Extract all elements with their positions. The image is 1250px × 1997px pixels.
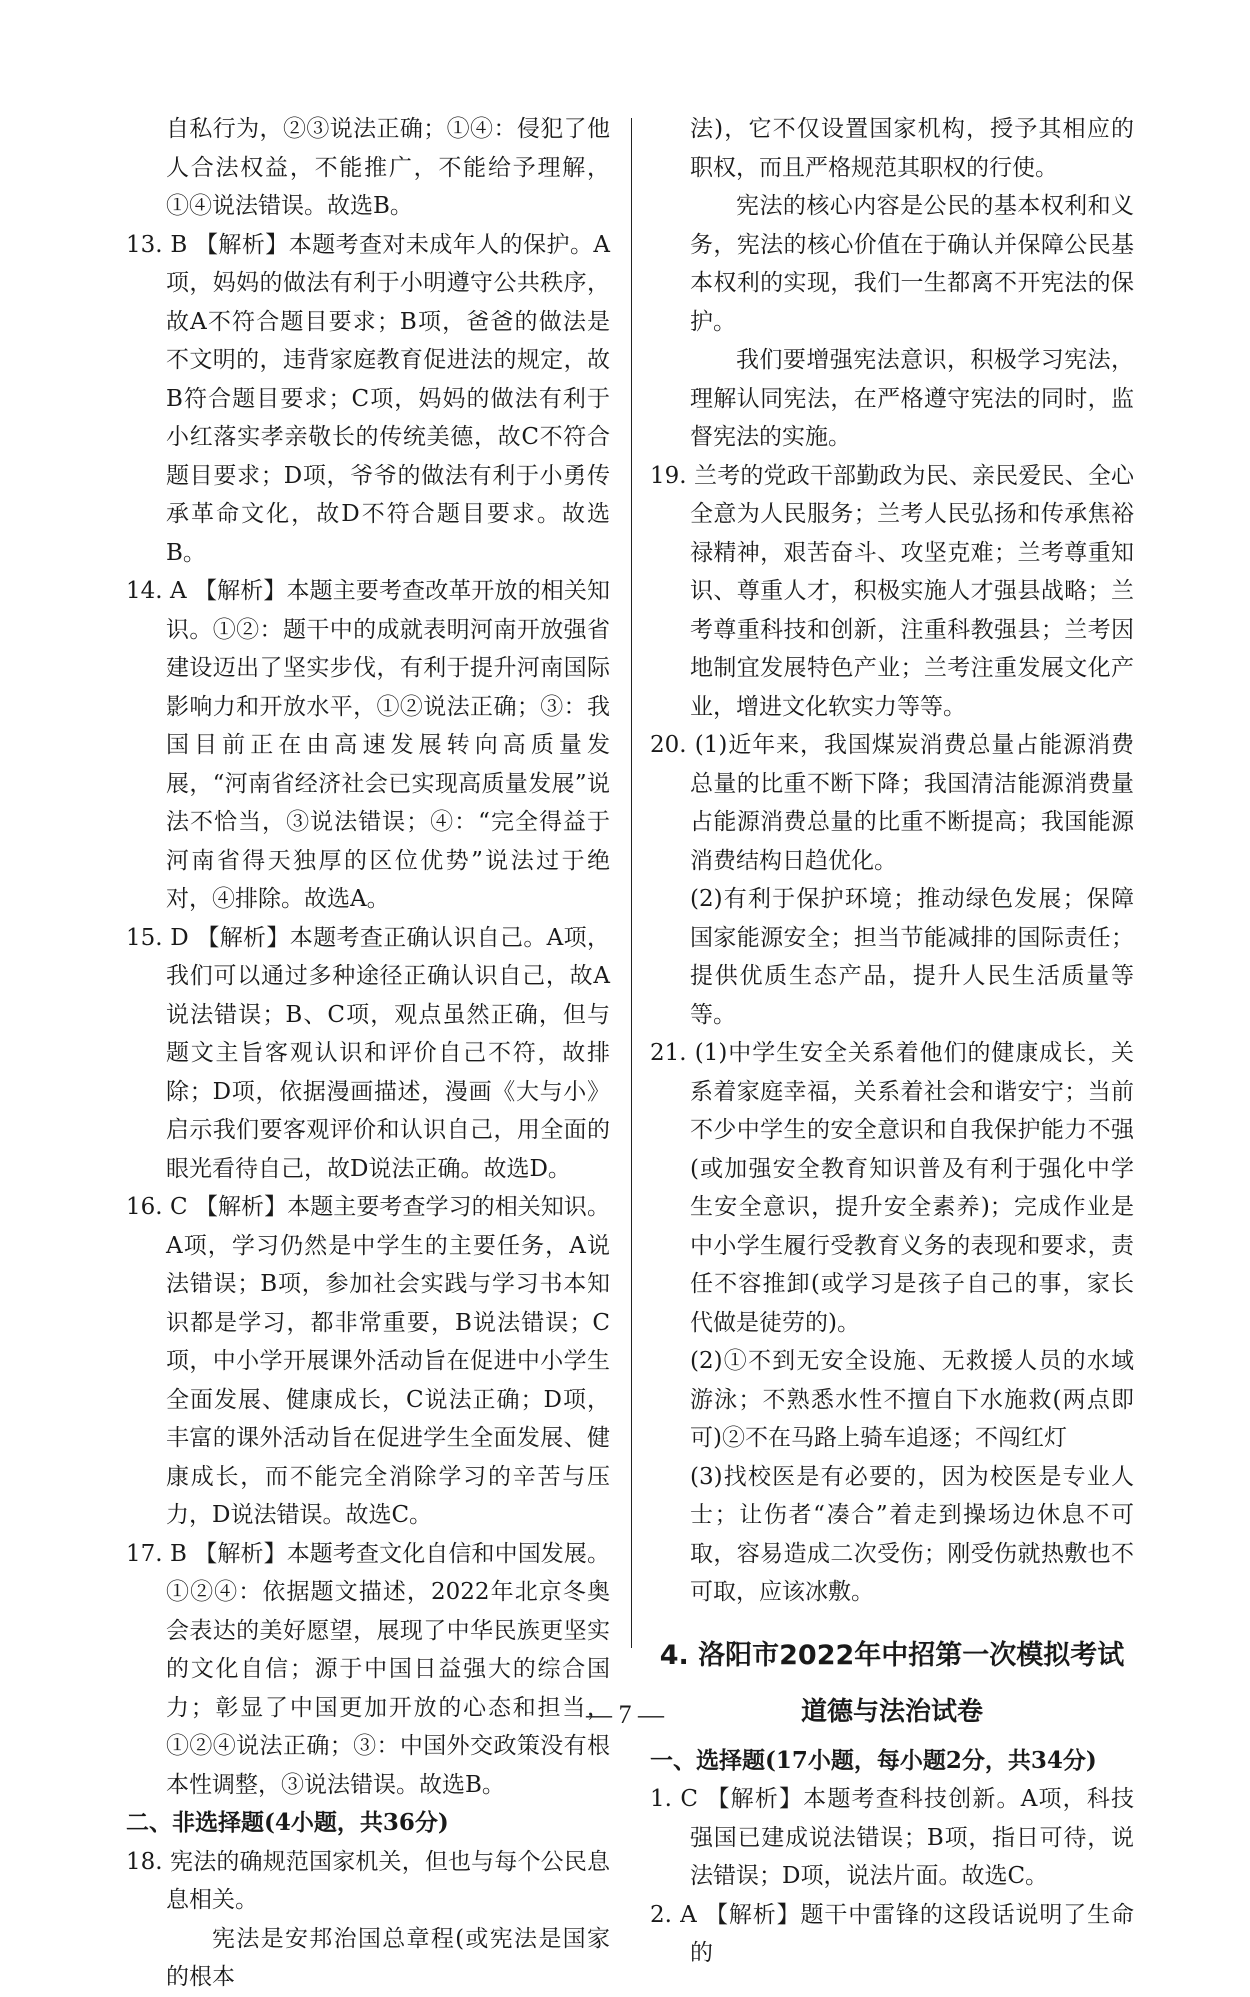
answer-item-19: 19. 兰考的党政干部勤政为民、亲民爱民、全心全意为人民服务；兰考人民弘扬和传承焦裕禄精神，艰苦奋斗、攻坚克难；兰考尊重知识、尊重人才，积极实施人才强县战略；兰考尊重科技和创新，注重科教强县；兰考因地制宜发展特色产业；兰考注重发展文化产业，增进文化软实力等等。 xyxy=(650,462,1134,720)
section-heading-choice: 一、选择题(17小题，每小题2分，共34分) xyxy=(650,1746,1097,1774)
answer-item-16: 16. C 【解析】本题主要考查学习的相关知识。A项，学习仍然是中学生的主要任务，A说法错误；B项，参加社会实践与学习书本知识都是学习，都非常重要，B说法错误；C项，中小学开展课外活动旨在促进中小学生全面发展、健康成长，C说法正确；D项，丰富的课外活动旨在促进学生全面发展、健康成长，而不能完全消除学习的辛苦与压力，D说法错误。故选C。 xyxy=(126,1194,610,1528)
answer-item-20: 20. (1)近年来，我国煤炭消费总量占能源消费总量的比重不断下降；我国清洁能源消费量占能源消费总量的比重不断提高；我国能源消费结构日趋优化。 xyxy=(650,732,1134,874)
answer-item-21: 21. (1)中学生安全关系着他们的健康成长，关系着家庭幸福，关系着社会和谐安宁；当前不少中学生的安全意识和自我保护能力不强(或加强安全教育知识普及有利于强化中学生安全意识，提升安全素养)；完成作业是中小学生履行受教育义务的表现和要求，责任不容推卸(或学习是孩子自己的事，家长代做是徒劳的)。 xyxy=(650,1040,1134,1336)
answer-item-13: 13. B 【解析】本题考查对未成年人的保护。A项，妈妈的做法有利于小明遵守公共秩序，故A不符合题目要求；B项，爸爸的做法是不文明的，违背家庭教育促进法的规定，故B符合题目要求；C项，妈妈的做法有利于小红落实孝亲敬长的传统美德，故C不符合题目要求；D项，爷爷的做法有利于小勇传承革命文化，故D不符合题目要求。故选B。 xyxy=(126,231,610,566)
column-divider xyxy=(631,118,632,1648)
answer-item-18-cont2: 法)，它不仅设置国家机构，授予其相应的职权，而且严格规范其职权的行使。 xyxy=(690,116,1134,181)
answer-paragraph: 宪法的核心内容是公民的基本权利和义务，宪法的核心价值在于确认并保障公民基本权利的实现，我们一生都离不开宪法的保护。 xyxy=(690,193,1134,335)
page-number: — 7 — xyxy=(586,1700,664,1729)
answer-item-17: 17. B 【解析】本题考查文化自信和中国发展。①②④：依据题文描述，2022年北京冬奥会表达的美好愿望，展现了中华民族更坚实的文化自信；源于中国日益强大的综合国力；彰显了中国更加开放的心态和担当，①②④说法正确；③：中国外交政策没有根本性调整，③说法错误。故选B。 xyxy=(126,1540,610,1798)
exam-title: 4. 洛阳市2022年中招第一次模拟考试 xyxy=(659,1639,1125,1671)
answer-item-14: 14. A 【解析】本题主要考查改革开放的相关知识。①②：题干中的成就表明河南开放强省建设迈出了坚实步伐，有利于提升河南国际影响力和开放水平，①②说法正确；③：我国目前正在由高速发展转向高质量发展，“河南省经济社会已实现高质量发展”说法不恰当，③说法错误；④：“完全得益于河南省得天独厚的区位优势”说法过于绝对，④排除。故选A。 xyxy=(126,578,610,912)
answer-item-2: 2. A 【解析】题干中雷锋的这段话说明了生命的 xyxy=(650,1901,1134,1966)
section-heading-non-choice: 二、非选择题(4小题，共36分) xyxy=(126,1809,449,1836)
right-column xyxy=(650,110,1134,1973)
answer-item-18-cont: 宪法是安邦治国总章程(或宪法是国家的根本 xyxy=(166,1925,610,1990)
answer-item-1: 1. C 【解析】本题考查科技创新。A项，科技强国已建成说法错误；B项，指日可待，说法错误；D项，说法片面。故选C。 xyxy=(650,1786,1134,1889)
answer-item-21-part2: (2)①不到无安全设施、无救援人员的水域游泳；不熟悉水性不擅自下水施救(两点即可)②不在马路上骑车追逐；不闯红灯 xyxy=(690,1348,1134,1451)
answer-paragraph: 自私行为，②③说法正确；①④：侵犯了他人合法权益，不能推广，不能给予理解，①④说法错误。故选B。 xyxy=(166,116,610,219)
answer-item-18: 18. 宪法的确规范国家机关，但也与每个公民息息相关。 xyxy=(126,1848,610,1913)
answer-paragraph: 我们要增强宪法意识，积极学习宪法，理解认同宪法，在严格遵守宪法的同时，监督宪法的实施。 xyxy=(690,347,1134,450)
answer-item-21-part3: (3)找校医是有必要的，因为校医是专业人士；让伤者“凑合”着走到操场边休息不可取，容易造成二次受伤；刚受伤就热敷也不可取，应该冰敷。 xyxy=(690,1463,1134,1605)
exam-subtitle: 道德与法治试卷 xyxy=(800,1696,983,1727)
answer-item-15: 15. D 【解析】本题考查正确认识自己。A项，我们可以通过多种途径正确认识自己，故A说法错误；B、C项，观点虽然正确，但与题文主旨客观认识和评价自己不符，故排除；D项，依据漫画描述，漫画《大与小》启示我们要客观评价和认识自己，用全面的眼光看待自己，故D说法正确。故选D。 xyxy=(126,924,610,1182)
answer-item-20-part2: (2)有利于保护环境；推动绿色发展；保障国家能源安全；担当节能减排的国际责任；提供优质生态产品，提升人民生活质量等等。 xyxy=(690,886,1134,1028)
